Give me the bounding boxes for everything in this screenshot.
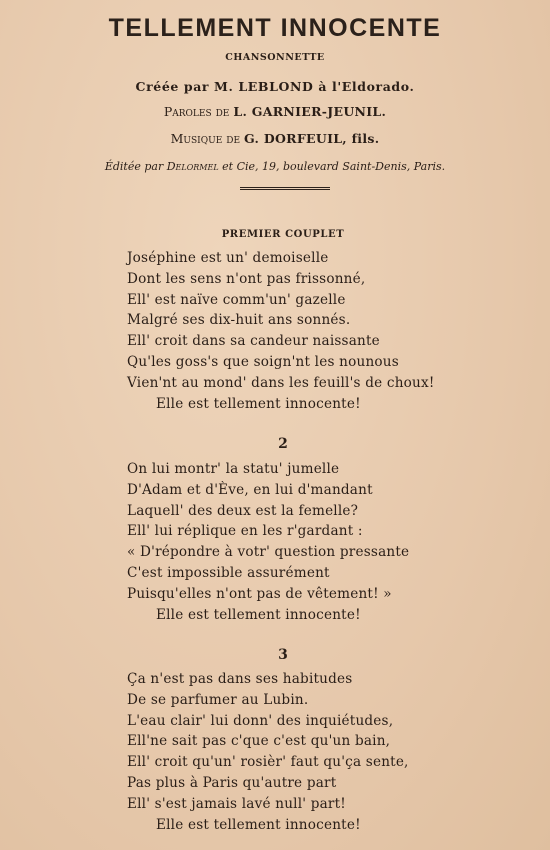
- verse-line: Pas plus à Paris qu'autre part: [127, 774, 337, 791]
- verse-line: De se parfumer au Lubin.: [127, 691, 309, 708]
- lyrics-credit: [0, 104, 550, 119]
- couplet-3-verse: [127, 669, 409, 835]
- song-subtitle: CHANSONNETTE: [225, 52, 325, 63]
- publisher-address: et Cie, 19, boulevard Saint-Denis, Paris.: [222, 160, 446, 173]
- lyrics-author: L. GARNIER-JEUNIL.: [233, 104, 387, 119]
- verse-line: On lui montr' la statu' jumelle: [127, 461, 340, 477]
- verse-line: Ell' s'est jamais lavé null' part!: [127, 795, 346, 812]
- creation-credit: Créée par M. LEBLOND à l'Eldorado.: [135, 79, 415, 94]
- refrain-line: Elle est tellement innocente!: [156, 606, 361, 623]
- verse-line: Ell'ne sait pas c'que c'est qu'un bain,: [127, 733, 391, 750]
- verse-line: L'eau clair' lui donn' des inquiétudes,: [127, 712, 394, 729]
- verse-line: « D'répondre à votr' question pressante: [127, 544, 410, 561]
- refrain-line: Elle est tellement innocente!: [156, 816, 361, 833]
- verse-line: Ell' est naïve comm'un' gazelle: [127, 291, 346, 308]
- publisher-name: Delormel: [166, 160, 219, 173]
- song-title: TELLEMENT INNOCENTE: [108, 14, 442, 42]
- couplet-2-verse: [127, 459, 409, 625]
- verse-line: Ça n'est pas dans ses habitudes: [127, 671, 353, 687]
- refrain-line: Elle est tellement innocente!: [156, 395, 361, 412]
- verse-line: Laquell' des deux est la femelle?: [127, 502, 359, 519]
- music-credit-prefix: Musique de: [170, 131, 241, 146]
- couplet-heading: PREMIER COUPLET: [221, 229, 345, 240]
- title-divider: [240, 187, 330, 190]
- couplet-1-verse: [127, 248, 435, 414]
- verse-line: D'Adam et d'Ève, en lui d'mandant: [127, 481, 373, 498]
- verse-line: Ell' lui réplique en les r'gardant :: [127, 523, 363, 540]
- verse-line: Vien'nt au mond' dans les feuill's de choux!: [127, 374, 435, 391]
- couplet-number: 2: [278, 436, 288, 452]
- music-author: G. DORFEUIL, fils.: [244, 131, 380, 146]
- verse-line: Dont les sens n'ont pas frissonné,: [127, 270, 366, 287]
- verse-line: Malgré ses dix-huit ans sonnés.: [127, 312, 351, 329]
- couplet-number: 3: [278, 647, 288, 663]
- publisher-credit-prefix: Éditée par: [104, 160, 164, 173]
- verse-line: Joséphine est un' demoiselle: [127, 250, 329, 266]
- verse-line: Ell' croit dans sa candeur naissante: [127, 333, 380, 350]
- music-credit: [0, 131, 550, 146]
- verse-line: Puisqu'elles n'ont pas de vêtement! »: [127, 585, 392, 602]
- lyrics-credit-prefix: Paroles de: [163, 104, 230, 119]
- publisher-credit: [0, 160, 550, 173]
- verse-line: C'est impossible assurément: [127, 564, 330, 581]
- verse-line: Qu'les goss's que soign'nt les nounous: [127, 353, 399, 370]
- verse-line: Ell' croit qu'un' rosièr' faut qu'ça sente,: [127, 754, 409, 771]
